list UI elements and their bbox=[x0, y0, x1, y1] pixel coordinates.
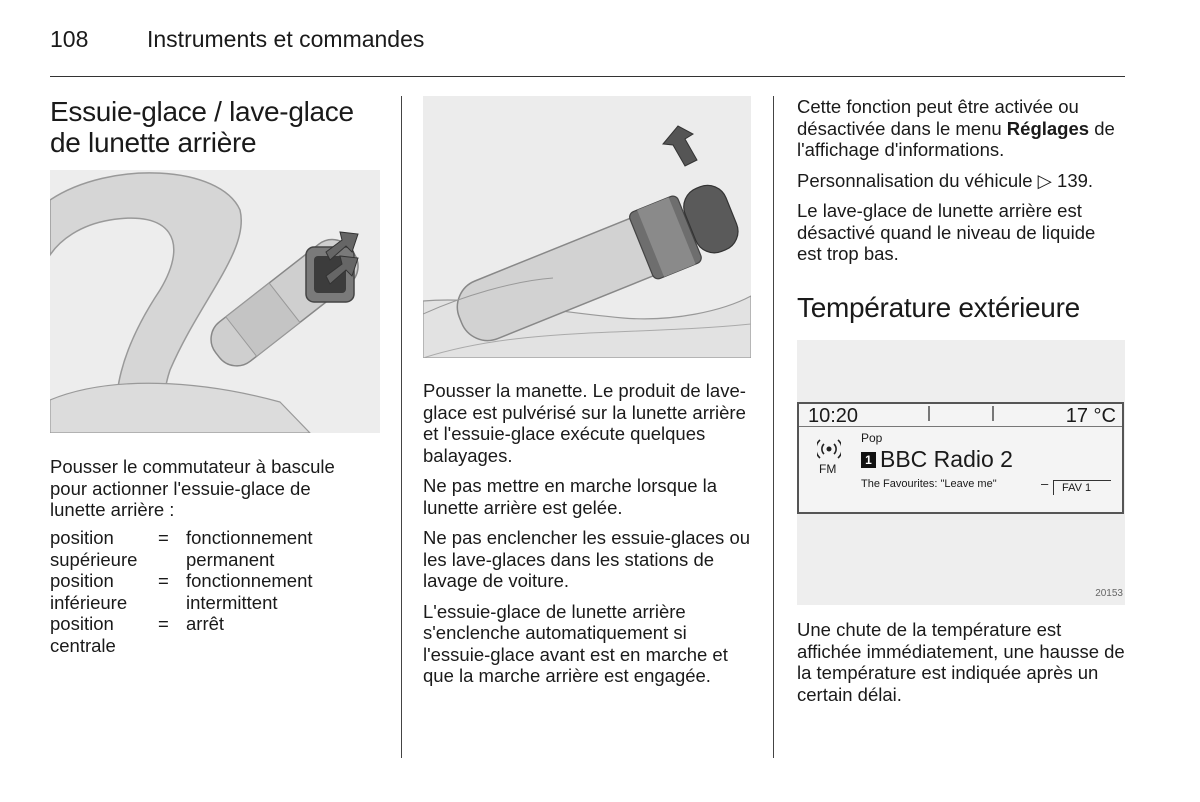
favourite-list-tab: FAV 1 bbox=[1053, 480, 1111, 495]
position-description: arrêt bbox=[186, 613, 225, 634]
auto-reverse-wiper-paragraph: L'essuie-glace de lunette arrière s'enclenche automatiquement si l'essuie-glace avant est en marche et que la marche arrière est engagée. bbox=[423, 600, 728, 686]
radio-genre: Pop bbox=[861, 431, 883, 445]
display-status-bar bbox=[799, 404, 1122, 427]
radio-signal-icon bbox=[817, 438, 841, 460]
section-heading-rear-wiper-block bbox=[50, 96, 368, 158]
now-playing-text: The Favourites: "Leave me" bbox=[861, 478, 997, 490]
info-display-screen bbox=[797, 402, 1124, 514]
wiper-position-table bbox=[50, 527, 380, 656]
page-header bbox=[50, 26, 1125, 77]
right-column-text-top bbox=[797, 96, 1125, 274]
figure-number: 20153 bbox=[1095, 588, 1123, 599]
temperature-update-paragraph: Une chute de la température est affichée immédiatement, une hausse de la température est indiquée après un certain délai. bbox=[797, 619, 1125, 705]
position-row-central bbox=[50, 613, 380, 656]
position-label: position inférieure bbox=[50, 570, 128, 613]
preset-badge: 1 bbox=[861, 452, 876, 468]
position-row-upper bbox=[50, 527, 380, 570]
chapter-title: Instruments et commandes bbox=[147, 26, 425, 52]
display-time: 10:20 bbox=[808, 405, 859, 427]
settings-menu-paragraph: Cette fonction peut être activée ou désactivée dans le menu Réglages de l'affichage d'informations. bbox=[797, 96, 1115, 160]
column-divider-right bbox=[773, 96, 774, 758]
position-description: fonctionnement permanent bbox=[186, 527, 313, 570]
car-wash-warning: Ne pas enclencher les essuie-glaces ou les lave-glaces dans les stations de lavage de voiture. bbox=[423, 527, 751, 591]
middle-column-text bbox=[423, 380, 751, 696]
equals-sign: = bbox=[158, 527, 169, 548]
position-label: position supérieure bbox=[50, 527, 138, 570]
equals-sign: = bbox=[158, 570, 169, 591]
vehicle-personalisation-reference: Personnalisation du véhicule ▷ 139. bbox=[797, 169, 1094, 191]
equals-sign: = bbox=[158, 613, 169, 634]
section-heading-outside-temperature: Température extérieure bbox=[797, 292, 1080, 323]
column-divider-left bbox=[401, 96, 402, 758]
frozen-window-warning: Ne pas mettre en marche lorsque la lunette arrière est gelée. bbox=[423, 475, 718, 518]
radio-station-name: BBC Radio 2 bbox=[880, 446, 1013, 472]
page-reference-arrow-icon: ▷ bbox=[1037, 169, 1052, 191]
rear-wiper-intro: Pousser le commutateur à bascule pour actionner l'essuie-glace de lunette arrière : bbox=[50, 456, 335, 520]
status-divider bbox=[928, 406, 930, 421]
washer-fluid-low-paragraph: Le lave-glace de lunette arrière est désactivé quand le niveau de liquide est trop bas. bbox=[797, 200, 1096, 264]
position-row-lower bbox=[50, 570, 380, 613]
section-heading-rear-wiper: Essuie-glace / lave-glace de lunette arrière bbox=[50, 96, 354, 158]
info-display-illustration bbox=[797, 340, 1125, 605]
status-divider bbox=[992, 406, 994, 421]
page-reference-number: 139. bbox=[1051, 169, 1094, 191]
radio-band: FM bbox=[819, 462, 837, 476]
outside-temperature-heading-block bbox=[797, 292, 1125, 323]
display-temperature: 17 °C bbox=[1065, 405, 1116, 427]
separator-dash: – bbox=[1041, 476, 1049, 491]
wiper-stalk-push-illustration bbox=[423, 96, 751, 358]
settings-menu-name: Réglages bbox=[1006, 117, 1090, 139]
wiper-stalk-rocker-illustration bbox=[50, 170, 380, 433]
position-label: position centrale bbox=[50, 613, 116, 656]
page-number: 108 bbox=[50, 26, 89, 52]
push-stalk-paragraph: Pousser la manette. Le produit de lave-glace est pulvérisé sur la lunette arrière et l'essuie-glace exécute quelques balayages. bbox=[423, 380, 746, 466]
position-description: fonctionnement intermittent bbox=[186, 570, 313, 613]
